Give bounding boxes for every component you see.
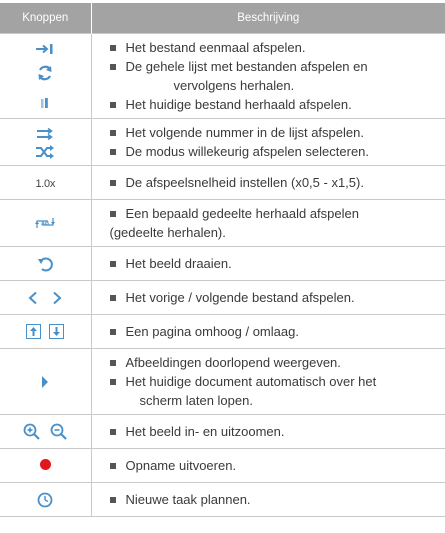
button-cell (0, 119, 91, 166)
description-continuation: vervolgens herhalen. (173, 78, 295, 93)
play-once-icon (35, 42, 55, 56)
description-cell (91, 119, 445, 166)
description-item: Het huidige bestand herhaald afspelen. (110, 96, 445, 113)
button-cell (0, 281, 91, 315)
description-cell (91, 349, 445, 415)
description-item: Opname uitvoeren. (110, 457, 445, 474)
description-cell (91, 449, 445, 483)
ab-label: AB (41, 221, 50, 227)
repeat-all-icon (36, 64, 54, 82)
previous-icon[interactable] (28, 291, 38, 305)
rotate-icon[interactable] (37, 256, 53, 272)
description-item: De gehele lijst met bestanden afspelen en (110, 58, 445, 75)
button-cell (0, 449, 91, 483)
playback-speed-icon[interactable]: 1.0x (35, 178, 56, 190)
table-row (0, 483, 445, 517)
description-item: De modus willekeurig afspelen selecteren. (110, 143, 445, 160)
description-item: Het bestand eenmaal afspelen. (110, 39, 445, 56)
button-cell (0, 349, 91, 415)
column-header-description: Beschrijving (91, 3, 445, 34)
table-row (0, 281, 445, 315)
repeat-one-icon (39, 96, 51, 110)
table-row (0, 247, 445, 281)
record-icon[interactable] (40, 459, 51, 470)
description-item: Een pagina omhoog / omlaag. (110, 323, 445, 340)
description-item: De afspeelsnelheid instellen (x0,5 - x1,5). (110, 174, 445, 191)
description-cell (91, 483, 445, 517)
description-item: Het huidige document automatisch over het (110, 373, 445, 390)
shuffle-icon (35, 145, 55, 159)
button-cell (0, 34, 91, 119)
button-cell (0, 315, 91, 349)
button-cell (0, 166, 91, 200)
description-continuation: (gedeelte herhalen). (109, 225, 226, 240)
table-row (0, 119, 445, 166)
description-cell (91, 200, 445, 247)
description-item: Nieuwe taak plannen. (110, 491, 445, 508)
description-cell (91, 34, 445, 119)
description-cell (91, 315, 445, 349)
description-item: Een bepaald gedeelte herhaald afspelen (110, 205, 445, 222)
button-description-table (0, 3, 445, 517)
table-row (0, 166, 445, 200)
description-cell (91, 247, 445, 281)
ab-repeat-icon[interactable] (35, 216, 55, 230)
slideshow-play-icon[interactable] (41, 376, 49, 388)
button-cell (0, 483, 91, 517)
description-item: Afbeeldingen doorlopend weergeven. (110, 354, 445, 371)
table-row (0, 315, 445, 349)
next-icon[interactable] (52, 291, 62, 305)
description-continuation: scherm laten lopen. (139, 393, 253, 408)
table-row (0, 415, 445, 449)
description-cell (91, 415, 445, 449)
column-header-buttons: Knoppen (0, 3, 91, 34)
description-item: Het volgende nummer in de lijst afspelen. (110, 124, 445, 141)
zoom-out-icon[interactable] (50, 423, 67, 440)
description-cell (91, 166, 445, 200)
description-cell (91, 281, 445, 315)
table-row (0, 349, 445, 415)
description-item: Het beeld in- en uitzoomen. (110, 423, 445, 440)
description-item: Het vorige / volgende bestand afspelen. (110, 289, 445, 306)
button-cell (0, 247, 91, 281)
page-up-icon[interactable] (26, 324, 41, 339)
schedule-icon[interactable] (37, 492, 53, 508)
page-down-icon[interactable] (49, 324, 64, 339)
button-cell (0, 415, 91, 449)
zoom-in-icon[interactable] (23, 423, 40, 440)
button-cell (0, 200, 91, 247)
play-next-icon (36, 128, 54, 140)
table-row (0, 200, 445, 247)
table-row (0, 449, 445, 483)
table-header-row (0, 3, 445, 34)
table-row (0, 34, 445, 119)
description-item: Het beeld draaien. (110, 255, 445, 272)
